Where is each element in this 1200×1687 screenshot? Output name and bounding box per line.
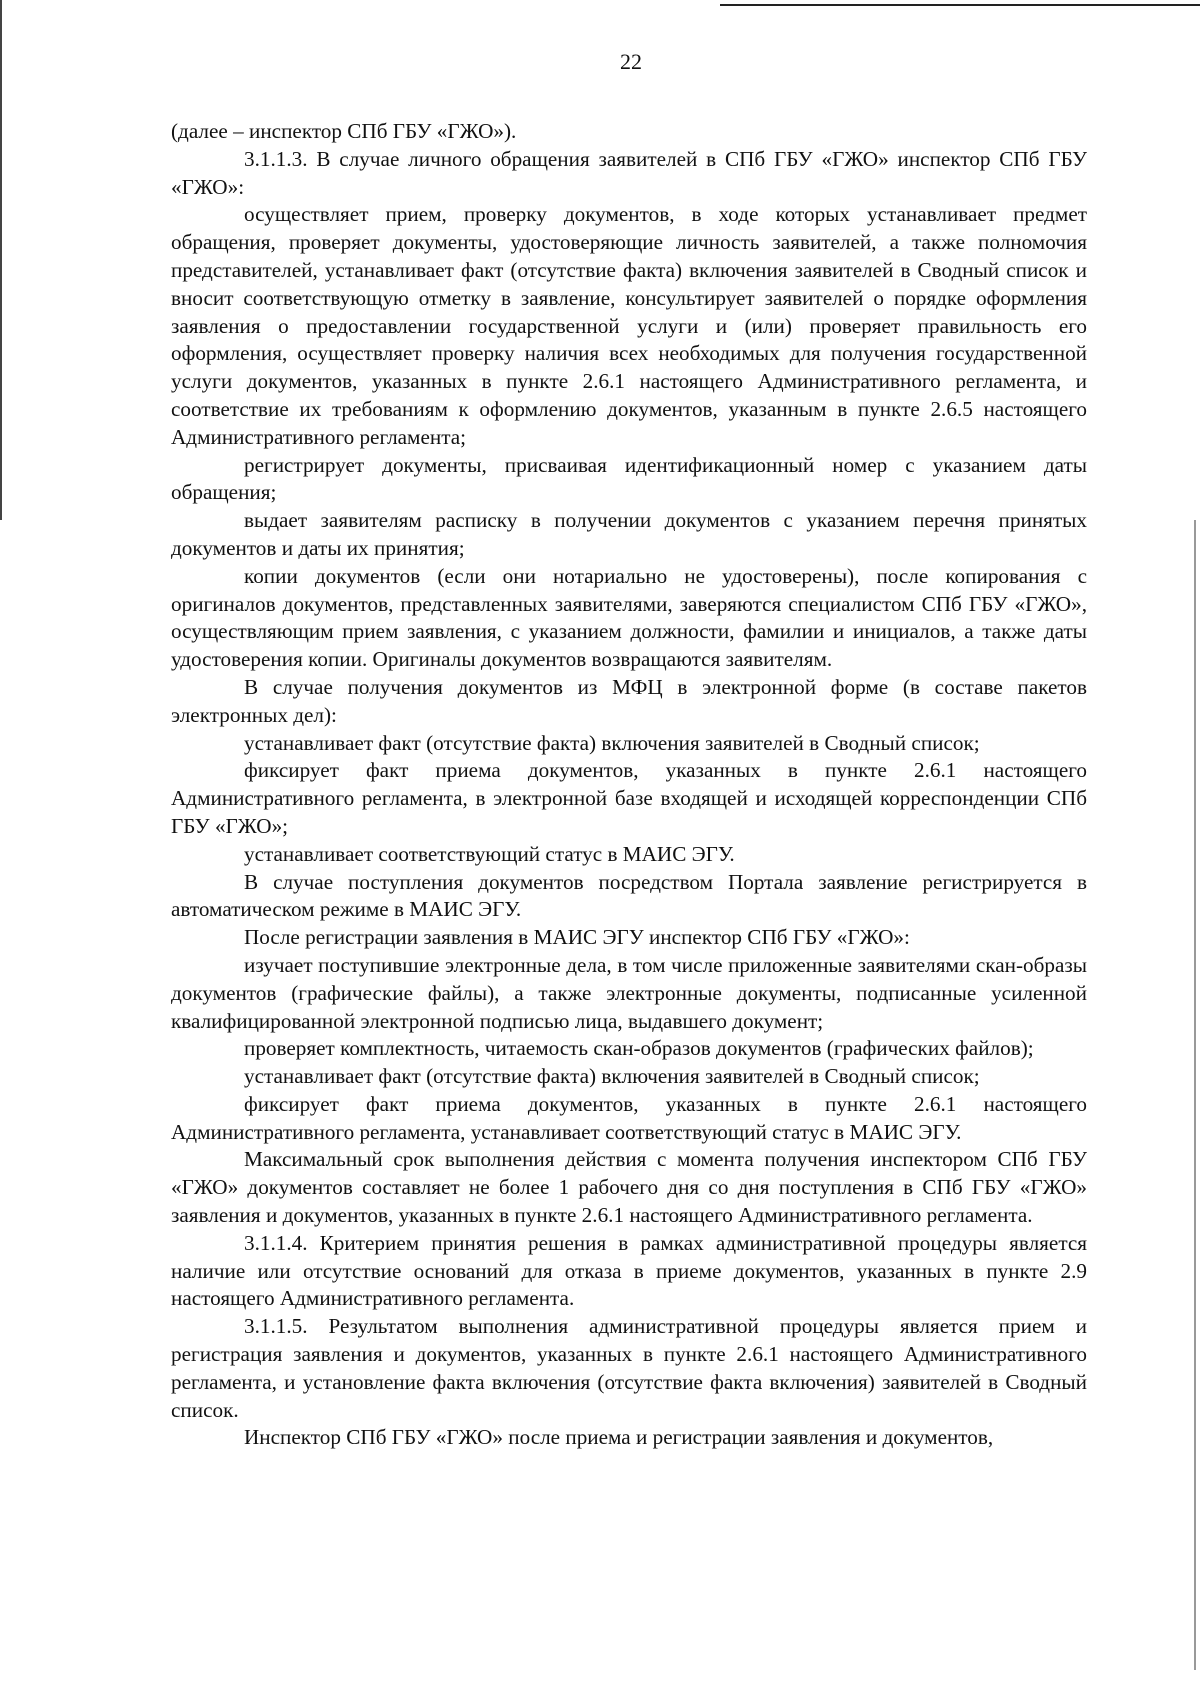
paragraph: 3.1.1.3. В случае личного обращения заявителей в СПб ГБУ «ГЖО» инспектор СПб ГБУ «ГЖО»: <box>171 146 1087 199</box>
paragraph: изучает поступившие электронные дела, в том числе приложенные заявителями скан-образы документов (графические файлы), а также электронные документы, подписанные усиленной квалифицированной электронной подписью лица, выдавшего документ; <box>171 952 1087 1033</box>
paragraph: фиксирует факт приема документов, указанных в пункте 2.6.1 настоящего Административного регламента, устанавливает соответствующий статус в МАИС ЭГУ. <box>171 1091 1087 1144</box>
paragraph: В случае поступления документов посредством Портала заявление регистрируется в автоматическом режиме в МАИС ЭГУ. <box>171 869 1087 922</box>
paragraph: проверяет комплектность, читаемость скан-образов документов (графических файлов); <box>244 1036 1034 1061</box>
paragraph: После регистрации заявления в МАИС ЭГУ инспектор СПб ГБУ «ГЖО»: <box>244 925 910 950</box>
paragraph: устанавливает факт (отсутствие факта) включения заявителей в Сводный список; <box>244 730 980 755</box>
paragraph: Инспектор СПб ГБУ «ГЖО» после приема и регистрации заявления и документов, <box>244 1425 994 1450</box>
paragraph: регистрирует документы, присваивая идентификационный номер с указанием даты обращения; <box>171 452 1087 505</box>
scan-edge-top <box>720 4 1200 6</box>
document-body <box>171 118 1087 1452</box>
paragraph: выдает заявителям расписку в получении документов с указанием перечня принятых документов и даты их принятия; <box>171 508 1087 560</box>
paragraph: копии документов (если они нотариально не удостоверены), после копирования с оригиналов документов, представленных заявителями, заверяются специалистом СПб ГБУ «ГЖО», осуществляющим прием заявления, с указанием должности, фамилии и инициалов, а также даты удостоверения копии. Оригиналы документов возвращаются заявителям. <box>171 563 1087 672</box>
paragraph: Максимальный срок выполнения действия с момента получения инспектором СПб ГБУ «ГЖО» документов составляет не более 1 рабочего дня со дня поступления в СПб ГБУ «ГЖО» заявления и документов, указанных в пункте 2.6.1 настоящего Административного регламента. <box>171 1147 1087 1228</box>
scan-edge-left <box>0 0 2 520</box>
paragraph: (далее – инспектор СПб ГБУ «ГЖО»). <box>171 119 517 143</box>
paragraph: устанавливает факт (отсутствие факта) включения заявителей в Сводный список; <box>244 1064 980 1089</box>
paragraph: В случае получения документов из МФЦ в электронной форме (в составе пакетов электронных дел): <box>171 674 1087 727</box>
scan-edge-right <box>1194 520 1196 1670</box>
paragraph: 3.1.1.5. Результатом выполнения административной процедуры является прием и регистрация заявления и документов, указанных в пункте 2.6.1 настоящего Административного регламента, и установление факта включения (отсутствие факта включения) заявителей в Сводный список. <box>171 1314 1087 1422</box>
paragraph: фиксирует факт приема документов, указанных в пункте 2.6.1 настоящего Административного регламента, в электронной базе входящей и исходящей корреспонденции СПб ГБУ «ГЖО»; <box>171 758 1087 838</box>
paragraph: устанавливает соответствующий статус в МАИС ЭГУ. <box>244 841 735 866</box>
paragraph: 3.1.1.4. Критерием принятия решения в рамках административной процедуры является наличие или отсутствие оснований для отказа в приеме документов, указанных в пункте 2.9 настоящего Административного регламента. <box>171 1230 1087 1311</box>
page-number: 22 <box>620 49 642 74</box>
paragraph: осуществляет прием, проверку документов, в ходе которых устанавливает предмет обращения, проверяет документы, удостоверяющие личность заявителей, а также полномочия представителей, устанавливает факт (отсутствие факта) включения заявителей в Сводный список и вносит соответствующую отметку в заявление, консультирует заявителей о порядке оформления заявления о предоставлении государственной услуги и (или) проверяет правильность его оформления, осуществляет проверку наличия всех необходимых для получения государственной услуги документов, указанных в пункте 2.6.1 настоящего Административного регламента, и соответствие их требованиям к оформлению документов, указанным в пункте 2.6.5 настоящего Административного регламента; <box>171 202 1087 449</box>
